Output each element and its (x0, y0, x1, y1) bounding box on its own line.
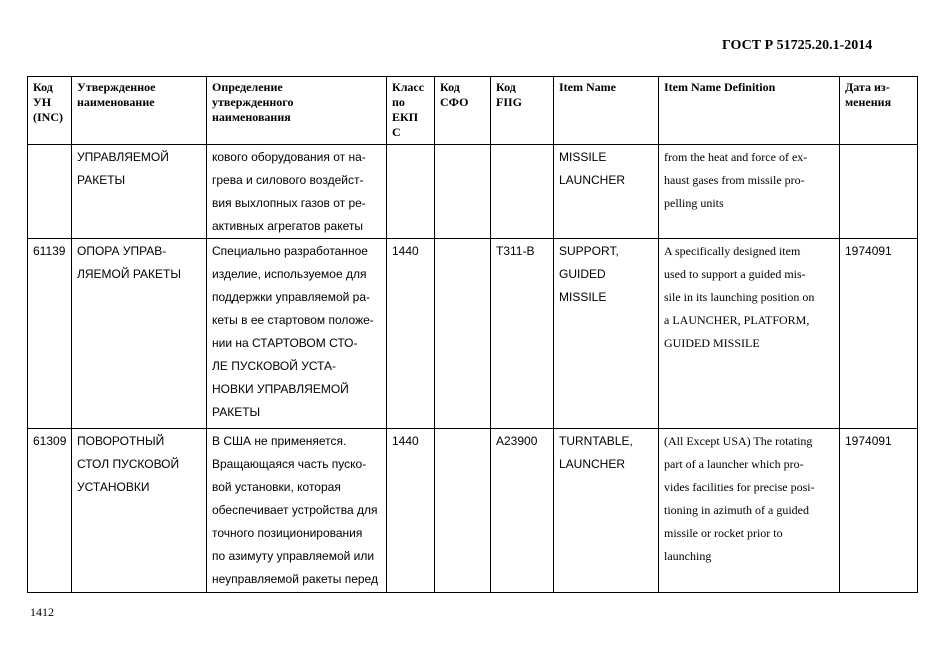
cell-date: 1974091 (840, 239, 918, 429)
cell-sfo (435, 239, 491, 429)
col-header-item-definition: Item Name Definition (659, 77, 840, 145)
cell-inc: 61139 (28, 239, 72, 429)
col-header-sfo: Код СФО (435, 77, 491, 145)
cell-name: ПОВОРОТНЫЙ СТОЛ ПУСКОВОЙ УСТАНОВКИ (72, 429, 207, 593)
cell-sfo (435, 429, 491, 593)
cell-item-definition: from the heat and force of ex- haust gases from missile pro- pelling units (659, 145, 840, 239)
cell-date (840, 145, 918, 239)
col-header-item-name: Item Name (554, 77, 659, 145)
table-row (28, 145, 918, 239)
cell-item-definition: A specifically designed item used to support a guided mis- sile in its launching position on a LAUNCHER, PLATFORM, GUIDED MISSILE (659, 239, 840, 429)
cell-definition: Специально разработанное изделие, используемое для поддержки управляемой ра- кеты в ее стартовом положе- нии на СТАРТОВОМ СТО- ЛЕ ПУСКОВОЙ УСТА- НОВКИ УПРАВЛЯЕМОЙ РАКЕТЫ (207, 239, 387, 429)
col-header-change-date: Дата из- менения (840, 77, 918, 145)
cell-date: 1974091 (840, 429, 918, 593)
cell-name: УПРАВЛЯЕМОЙ РАКЕТЫ (72, 145, 207, 239)
cell-class: 1440 (387, 429, 435, 593)
cell-name: ОПОРА УПРАВ- ЛЯЕМОЙ РАКЕТЫ (72, 239, 207, 429)
cell-definition: кового оборудования от на- грева и силового воздейст- вия выхлопных газов от ре- активных агрегатов ракеты (207, 145, 387, 239)
col-header-inc: Код УН (INC) (28, 77, 72, 145)
cell-item-name: MISSILE LAUNCHER (554, 145, 659, 239)
cell-inc: 61309 (28, 429, 72, 593)
cell-item-name: TURNTABLE, LAUNCHER (554, 429, 659, 593)
cell-class (387, 145, 435, 239)
cell-item-definition: (All Except USA) The rotating part of a launcher which pro- vides facilities for precise posi- tioning in azimuth of a guided missile or rocket prior to launching (659, 429, 840, 593)
nomenclature-table (27, 76, 918, 593)
cell-fiig: A23900 (491, 429, 554, 593)
col-header-class: Класс по ЕКП С (387, 77, 435, 145)
cell-fiig: T311-B (491, 239, 554, 429)
table-row (28, 239, 918, 429)
cell-fiig (491, 145, 554, 239)
cell-definition: В США не применяется. Вращающаяся часть пуско- вой установки, которая обеспечивает устройства для точного позиционирования по азимуту управляемой или неуправляемой ракеты перед (207, 429, 387, 593)
cell-class: 1440 (387, 239, 435, 429)
table-header-row (28, 77, 918, 145)
cell-item-name: SUPPORT, GUIDED MISSILE (554, 239, 659, 429)
col-header-definition: Определение утвержденного наименования (207, 77, 387, 145)
cell-inc (28, 145, 72, 239)
cell-sfo (435, 145, 491, 239)
page-number: 1412 (30, 605, 54, 619)
col-header-fiig: Код FIIG (491, 77, 554, 145)
col-header-approved-name: Утвержденное наименование (72, 77, 207, 145)
document-id: ГОСТ Р 51725.20.1-2014 (722, 38, 873, 53)
table-row (28, 429, 918, 593)
